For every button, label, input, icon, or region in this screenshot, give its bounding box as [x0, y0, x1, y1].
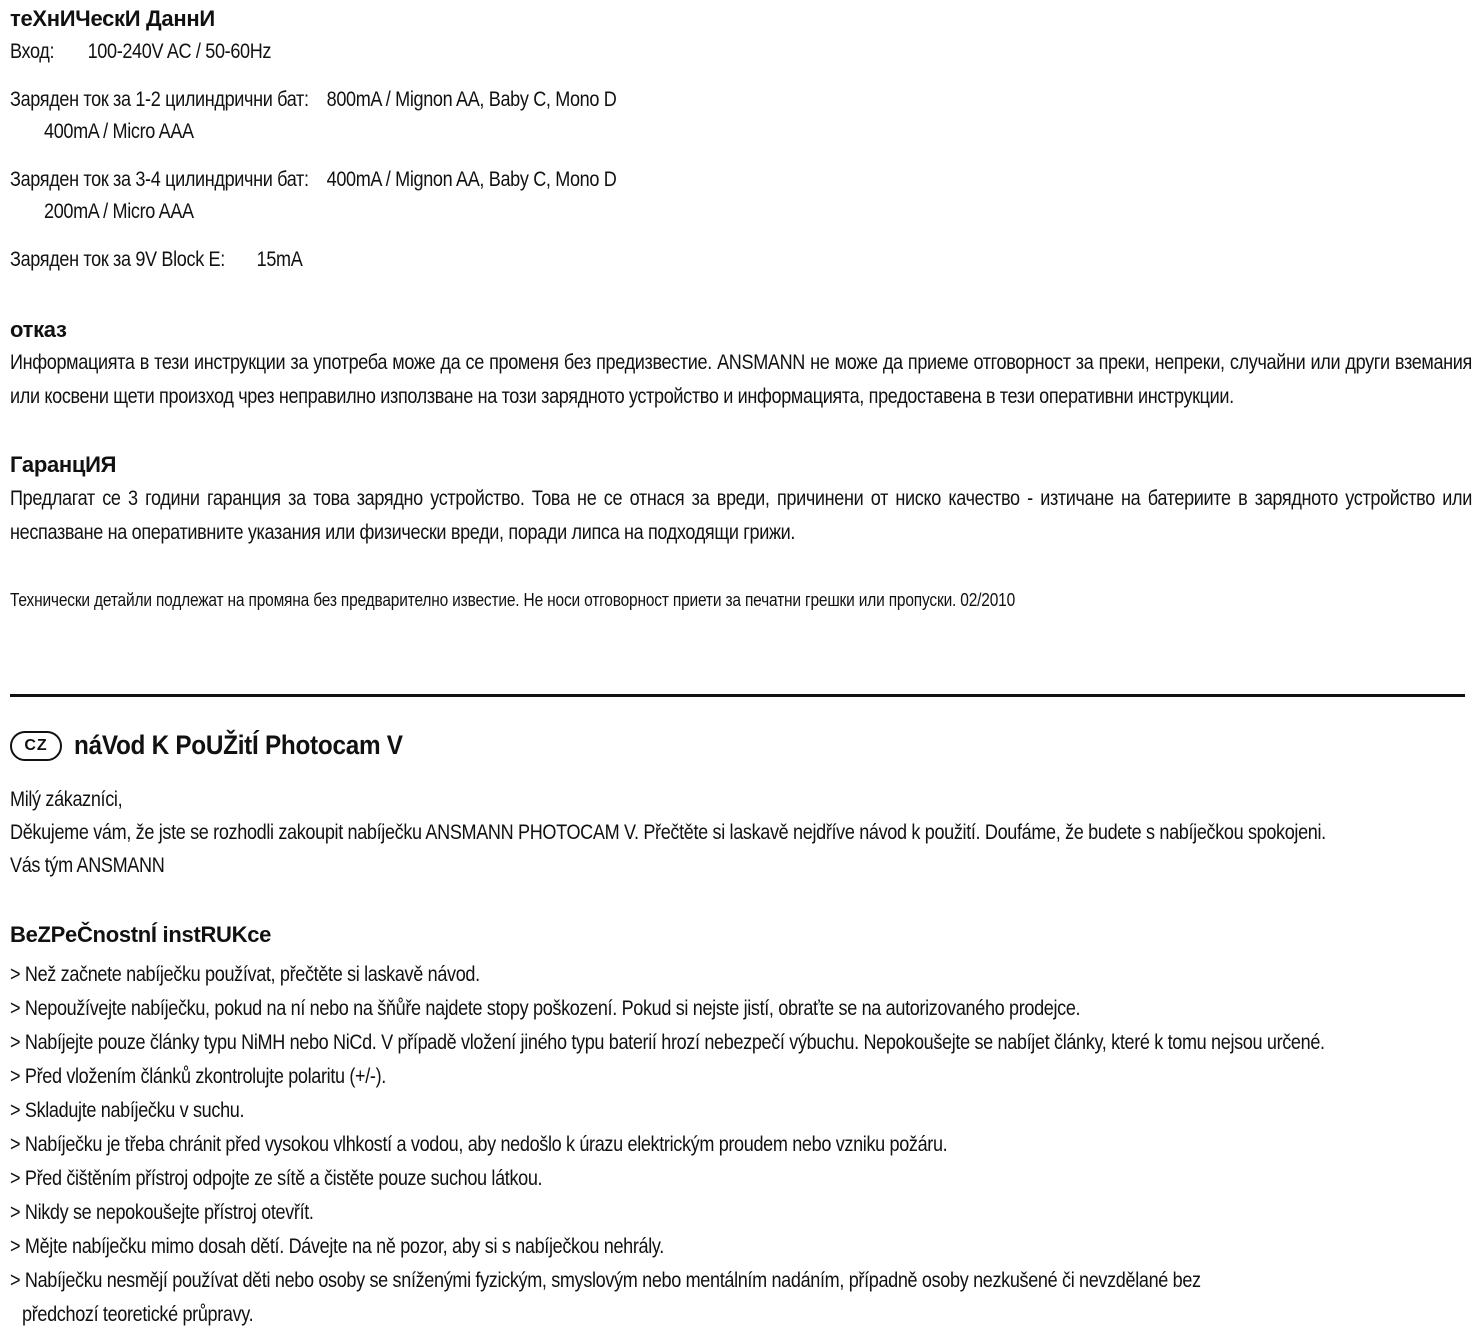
list-item: > Než začnete nabíječku používat, přečtěte si laskavě návod. [10, 963, 480, 986]
cz-language-badge: CZ [10, 731, 62, 761]
list-item: > Mějte nabíječku mimo dosah dětí. Dávejte na ně pozor, aby si s nabíječkou nehrály. [10, 1235, 664, 1258]
list-item: > Nepoužívejte nabíječku, pokud na ní nebo na šňůře najdete stopy poškození. Pokud si nejste jistí, obraťte se na autorizovaného prodejce. [10, 997, 1081, 1020]
cz-greeting: Milý zákazníci, [10, 788, 123, 811]
charge-1-2-value: 800mA / Mignon AA, Baby C, Mono D [326, 88, 617, 111]
warranty-text: Предлагат се 3 години гаранция за това зарядно устройство. Това не се отнася за вреди, причинени от ниско качество - изтичане на батериите в зарядното устройство или неспазване на оперативните указания или физически вреди, поради липса на подходящи грижи. [10, 487, 1472, 544]
list-item: > Skladujte nabíječku v suchu. [10, 1099, 245, 1122]
list-item: > Nabíjejte pouze články typu NiMH nebo NiCd. V případě vložení jiného typu baterií hrozí nebezpečí výbuchu. Nepokoušejte se nabíjet články, které k tomu nejsou určené. [10, 1031, 1325, 1054]
list-item: > Nabíječku nesmějí používat děti nebo osoby se sníženými fyzickým, smyslovým nebo mentálním nadáním, případně osoby nezkušené či nevzdělané bez [10, 1269, 1201, 1292]
list-item-continuation: předchozí teoretické průpravy. [22, 1303, 254, 1326]
cz-team: Vás tým ANSMANN [10, 854, 165, 877]
charge-1-2-micro: 400mA / Micro AAA [44, 120, 194, 143]
technical-data-heading: теХнИЧескИ ДаннИ [10, 6, 215, 31]
charge-1-2-label: Заряден ток за 1-2 цилиндрични бат: [10, 88, 309, 111]
input-value: 100-240V AC / 50-60Hz [87, 40, 272, 63]
block-spec [10, 248, 302, 272]
warranty-heading: ГаранцИЯ [10, 452, 117, 477]
list-item: > Nabíječku je třeba chránit před vysokou vlhkostí a vodou, aby nedošlo k úrazu elektrickým proudem nebo vzniku požáru. [10, 1133, 948, 1156]
charge-3-4-value: 400mA / Mignon AA, Baby C, Mono D [326, 168, 617, 191]
footnote: Технически детайли подлежат на промяна без предварително известие. Не носи отговорност приети за печатни грешки или пропуски. 02/2010 [10, 590, 1016, 610]
cz-safety-heading: BeZPeČnostnÍ instRUKce [10, 922, 272, 947]
charge-1-2-spec [10, 88, 616, 112]
cz-manual-title: náVod K PoUŽitÍ Photocam V [74, 730, 403, 760]
block-label: Заряден ток за 9V Block E: [10, 248, 225, 271]
cz-safety-list [10, 958, 1475, 1332]
list-item: > Nikdy se nepokoušejte přístroj otevřít. [10, 1201, 314, 1224]
charge-3-4-spec [10, 168, 616, 192]
list-item: > Před čištěním přístroj odpojte ze sítě a čistěte pouze suchou látkou. [10, 1167, 543, 1190]
disclaimer-text: Информацията в тези инструкции за употреба може да се променя без предизвестие. ANSMANN не може да приеме отговорност за преки, непреки, случайни или други вземания или косвени щети произход чрез неправилно използване на този зарядното устройство и информацията, предоставена в тези оперативни инструкции. [10, 351, 1472, 408]
charge-3-4-micro: 200mA / Micro AAA [44, 200, 194, 223]
input-label: Вход: [10, 40, 55, 63]
list-item: > Před vložením článků zkontrolujte polaritu (+/-). [10, 1065, 386, 1088]
input-spec [10, 40, 271, 64]
cz-thanks: Děkujeme vám, že jste se rozhodli zakoupit nabíječku ANSMANN PHOTOCAM V. Přečtěte si laskavě nejdříve návod k použití. Doufáme, že budete s nabíječkou spokojeni. [10, 821, 1326, 844]
block-value: 15mA [256, 248, 303, 271]
section-divider [10, 694, 1465, 697]
disclaimer-heading: отказ [10, 317, 67, 342]
charge-3-4-label: Заряден ток за 3-4 цилиндрични бат: [10, 168, 309, 191]
